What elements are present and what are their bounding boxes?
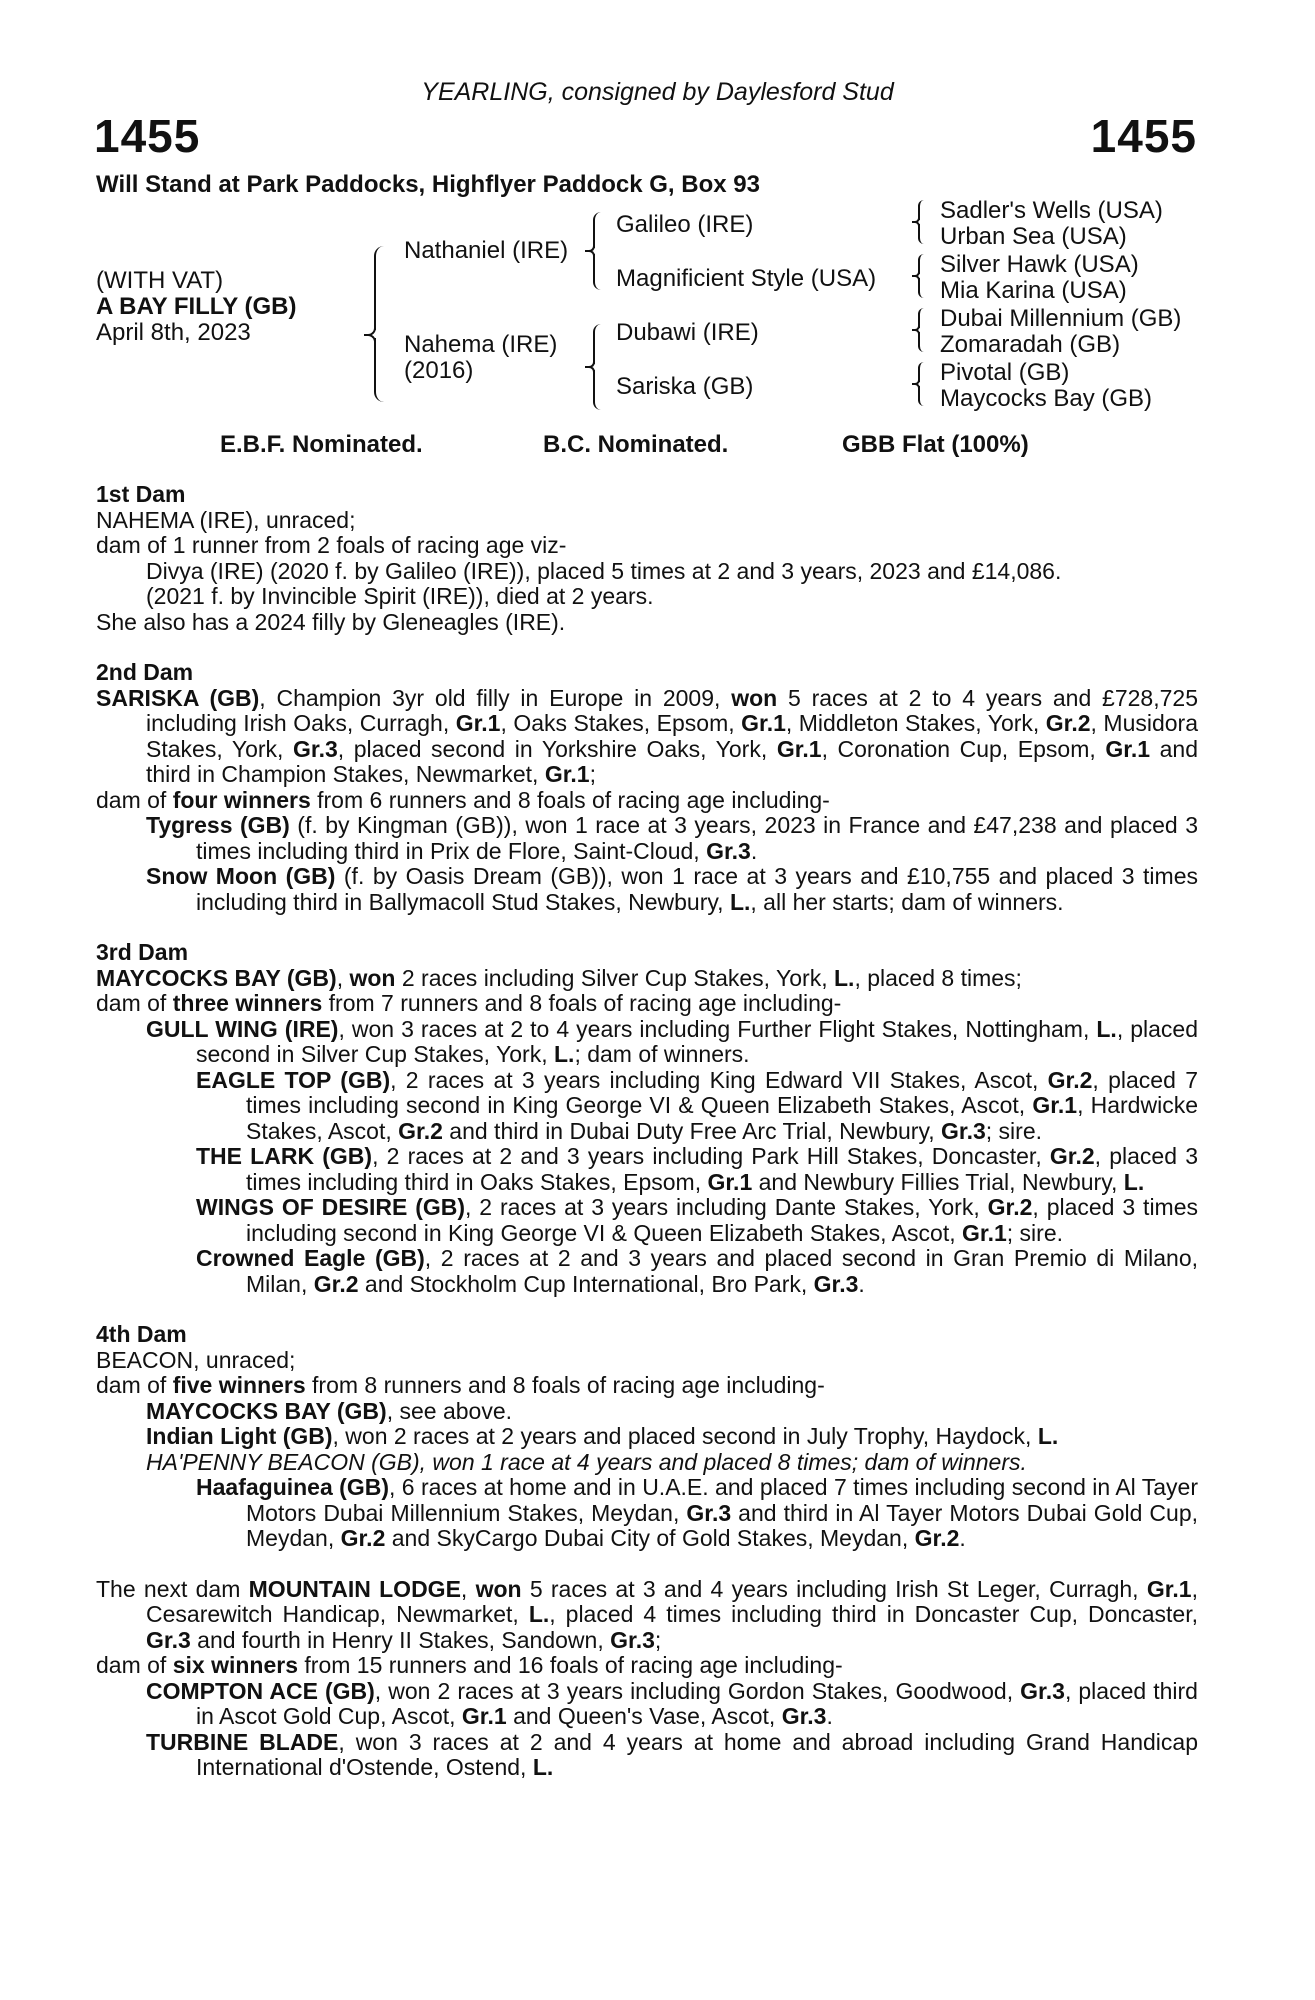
second-dam-produce-summary: dam of four winners from 6 runners and 8 foals of racing age including- bbox=[96, 786, 830, 813]
foaling-date: April 8th, 2023 bbox=[96, 319, 251, 346]
pedigree-sire: Nathaniel (IRE) bbox=[404, 237, 569, 264]
first-dam-produce-1: Divya (IRE) (2020 f. by Galileo (IRE)), placed 5 times at 2 and 3 years, 2023 and £14,086. bbox=[146, 557, 1062, 584]
gbb-flat: GBB Flat (100%) bbox=[842, 431, 1029, 458]
first-dam-note: She also has a 2024 filly by Gleneagles (IRE). bbox=[96, 608, 566, 635]
pedigree-sire-dam: Magnificient Style (USA) bbox=[616, 265, 877, 292]
vat-note: (WITH VAT) bbox=[96, 267, 224, 294]
third-dam-produce-gull-wing: GULL WING (IRE), won 3 races at 2 to 4 years including Further Flight Stakes, Nottingham, L., placed second in Silver Cup Stakes, York, L.; dam of winners. bbox=[146, 1015, 1199, 1067]
pedigree-gg-6: Zomaradah (GB) bbox=[940, 331, 1121, 358]
pedigree-gg-3: Silver Hawk (USA) bbox=[940, 251, 1139, 278]
lot-number-right: 1455 bbox=[1090, 110, 1197, 162]
next-dam-produce-summary: dam of six winners from 15 runners and 16 foals of racing age including- bbox=[96, 1652, 843, 1678]
third-dam-heading: 3rd Dam bbox=[96, 939, 189, 965]
first-dam-produce-summary: dam of 1 runner from 2 foals of racing age viz- bbox=[96, 532, 567, 558]
pedigree-gg-5: Dubai Millennium (GB) bbox=[940, 305, 1182, 332]
pedigree-dam-dam: Sariska (GB) bbox=[616, 373, 754, 400]
pedigree-gg-7: Pivotal (GB) bbox=[940, 359, 1070, 386]
next-dam-produce-turbine-blade: TURBINE BLADE, won 3 races at 2 and 4 years at home and abroad including Grand Handicap International d'Ostende, Ostend, L. bbox=[146, 1728, 1198, 1780]
fourth-dam-produce-maycocks-bay: MAYCOCKS BAY (GB), see above. bbox=[146, 1397, 513, 1424]
third-dam-record: MAYCOCKS BAY (GB), won 2 races including Silver Cup Stakes, York, L., placed 8 times; bbox=[96, 964, 1022, 991]
first-dam-heading: 1st Dam bbox=[96, 481, 186, 507]
ebf-nomination: E.B.F. Nominated. bbox=[220, 431, 423, 458]
lot-number-left: 1455 bbox=[94, 110, 201, 162]
third-dam-grandproduce-wings-of-desire: WINGS OF DESIRE (GB), 2 races at 3 years including Dante Stakes, York, Gr.2, placed 3 times including second in King George VI & Queen Elizabeth Stakes, Ascot, Gr.1; sire. bbox=[196, 1194, 1198, 1246]
fourth-dam-heading: 4th Dam bbox=[96, 1321, 187, 1347]
bc-nomination: B.C. Nominated. bbox=[543, 431, 729, 458]
catalogue-subtitle: YEARLING, consigned by Daylesford Stud bbox=[421, 78, 894, 106]
pedigree-sire-sire: Galileo (IRE) bbox=[616, 211, 754, 238]
fourth-dam-produce-summary: dam of five winners from 8 runners and 8 foals of racing age including- bbox=[96, 1372, 825, 1398]
next-dam-record: The next dam MOUNTAIN LODGE, won 5 races at 3 and 4 years including Irish St Leger, Curragh, Gr.1, Cesarewitch Handicap, Newmarket, L., placed 4 times including third in Doncaster Cup, Doncaster, Gr.3 and fourth in Henry II Stakes, Sandown, Gr.3; bbox=[96, 1575, 1198, 1653]
pedigree-gg-2: Urban Sea (USA) bbox=[940, 223, 1127, 250]
fourth-dam-record: BEACON, unraced; bbox=[96, 1346, 296, 1373]
third-dam-grandproduce-the-lark: THE LARK (GB), 2 races at 2 and 3 years including Park Hill Stakes, Doncaster, Gr.2, placed 3 times including third in Oaks Stakes, Epsom, Gr.1 and Newbury Fillies Trial, Newbury, L. bbox=[196, 1143, 1198, 1195]
fourth-dam-produce-indian-light: Indian Light (GB), won 2 races at 2 years and placed second in July Trophy, Haydock, L. bbox=[146, 1423, 1059, 1449]
next-dam-produce-compton-ace: COMPTON ACE (GB), won 2 races at 3 years including Gordon Stakes, Goodwood, Gr.3, placed third in Ascot Gold Cup, Ascot, Gr.1 and Queen's Vase, Ascot, Gr.3. bbox=[146, 1677, 1198, 1729]
second-dam-produce-snow-moon: Snow Moon (GB) (f. by Oasis Dream (GB)), won 1 race at 3 years and £10,755 and placed 3 times including third in Ballymacoll Stud Stakes, Newbury, L., all her starts; dam of winners. bbox=[146, 863, 1198, 915]
pedigree-dam-year: (2016) bbox=[404, 357, 474, 384]
pedigree-gg-4: Mia Karina (USA) bbox=[940, 277, 1127, 304]
catalogue-body bbox=[96, 482, 1198, 1781]
pedigree-dam: Nahema (IRE) bbox=[404, 331, 558, 358]
second-dam-produce-tygress: Tygress (GB) (f. by Kingman (GB)), won 1 race at 3 years, 2023 in France and £47,238 and placed 3 times including third in Prix de Flore, Saint-Cloud, Gr.3. bbox=[146, 812, 1198, 864]
pedigree-gg-1: Sadler's Wells (USA) bbox=[940, 197, 1163, 224]
second-dam-record: SARISKA (GB), Champion 3yr old filly in Europe in 2009, won 5 races at 2 to 4 years and £728,725 including Irish Oaks, Curragh, Gr.1, Oaks Stakes, Epsom, Gr.1, Middleton Stakes, York, Gr.2, Musidora Stakes, York, Gr.3, placed second in Yorkshire Oaks, York, Gr.1, Coronation Cup, Epsom, Gr.1 and third in Champion Stakes, Newmarket, Gr.1; bbox=[96, 684, 1199, 787]
fourth-dam-produce-hapenny-beacon: HA'PENNY BEACON (GB), won 1 race at 4 years and placed 8 times; dam of winners. bbox=[146, 1448, 1027, 1475]
third-dam-grandproduce-crowned-eagle: Crowned Eagle (GB), 2 races at 2 and 3 years and placed second in Gran Premio di Milano, Milan, Gr.2 and Stockholm Cup International, Bro Park, Gr.3. bbox=[196, 1245, 1198, 1297]
first-dam-line: NAHEMA (IRE), unraced; bbox=[96, 506, 356, 533]
fourth-dam-grandproduce-haafaguinea: Haafaguinea (GB), 6 races at home and in U.A.E. and placed 7 times including second in Al Tayer Motors Dubai Millennium Stakes, Meydan, Gr.3 and third in Al Tayer Motors Dubai Gold Cup, Meydan, Gr.2 and SkyCargo Dubai City of Gold Stakes, Meydan, Gr.2. bbox=[196, 1474, 1199, 1551]
pedigree-gg-8: Maycocks Bay (GB) bbox=[940, 385, 1153, 412]
second-dam-heading: 2nd Dam bbox=[96, 659, 194, 685]
first-dam-produce-2: (2021 f. by Invincible Spirit (IRE)), died at 2 years. bbox=[146, 583, 654, 609]
stabling-location: Will Stand at Park Paddocks, Highflyer Paddock G, Box 93 bbox=[96, 171, 760, 198]
pedigree-dam-sire: Dubawi (IRE) bbox=[616, 319, 759, 346]
third-dam-produce-summary: dam of three winners from 7 runners and 8 foals of racing age including- bbox=[96, 990, 842, 1016]
third-dam-grandproduce-eagle-top: EAGLE TOP (GB), 2 races at 3 years including King Edward VII Stakes, Ascot, Gr.2, placed 7 times including second in King George VI & Queen Elizabeth Stakes, Ascot, Gr.1, Hardwicke Stakes, Ascot, Gr.2 and third in Dubai Duty Free Arc Trial, Newbury, Gr.3; sire. bbox=[196, 1066, 1198, 1144]
horse-name: A BAY FILLY (GB) bbox=[96, 293, 297, 320]
